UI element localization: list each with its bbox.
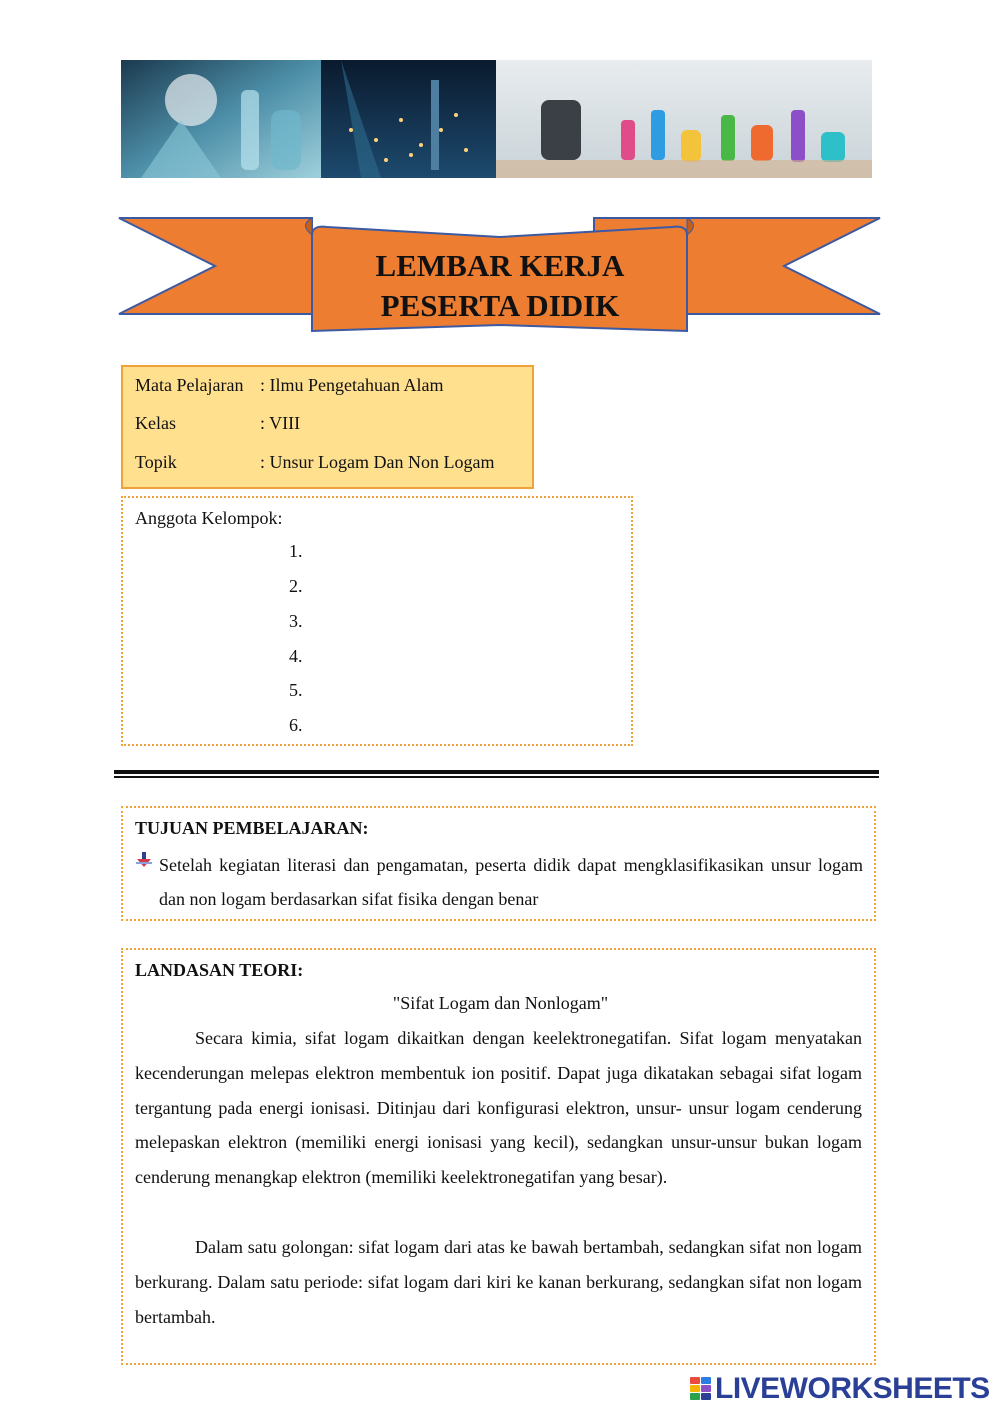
class-row (135, 413, 300, 434)
member-item: 1. (289, 541, 303, 561)
subject-label: Mata Pelajaran (135, 375, 244, 395)
theory-box (121, 948, 876, 1365)
member-item: 4. (289, 646, 303, 666)
member-item: 3. (289, 611, 303, 631)
member-item: 5. (289, 680, 303, 700)
subject-value: : Ilmu Pengetahuan Alam (260, 375, 444, 395)
objective-title: TUJUAN PEMBELAJARAN: (135, 818, 369, 838)
class-value: : VIII (260, 413, 301, 433)
topic-label: Topik (135, 452, 177, 472)
group-members-title: Anggota Kelompok: (135, 508, 283, 528)
class-label: Kelas (135, 413, 176, 433)
topic-value: : Unsur Logam Dan Non Logam (260, 452, 495, 472)
subject-info-box (121, 365, 534, 489)
section-divider (114, 776, 879, 778)
member-item: 2. (289, 576, 303, 596)
member-item: 6. (289, 715, 303, 735)
topic-row (135, 452, 494, 473)
liveworksheets-logo-text: LIVEWORKSHEETS (715, 1372, 990, 1405)
arrow-bullet-icon (136, 852, 152, 868)
theory-subtitle: "Sifat Logam dan Nonlogam" (392, 993, 609, 1013)
theory-paragraph-2: Dalam satu golongan: sifat logam dari atas ke bawah bertambah, sedangkan sifat non logam berkurang. Dalam satu periode: sifat logam dari kiri ke kanan berkurang, sedangkan sifat non logam bertambah. (135, 1237, 862, 1327)
group-members-box (121, 496, 633, 746)
title-line-1: LEMBAR KERJA (375, 248, 625, 283)
section-divider (114, 770, 879, 774)
theory-title: LANDASAN TEORI: (135, 960, 304, 980)
laboratory-banner-image (121, 60, 872, 178)
learning-objective-box (121, 806, 876, 921)
objective-text: Setelah kegiatan literasi dan pengamatan, peserta didik dapat mengklasifikasikan unsur logam dan non logam berdasarkan sifat fisika dengan benar (159, 855, 863, 909)
theory-paragraph-1: Secara kimia, sifat logam dikaitkan dengan keelektronegatifan. Sifat logam menyatakan kecenderungan melepas elektron membentuk ion positif. Dapat juga dikatakan sebagai sifat logam tergantung pada energi ionisasi. Ditinjau dari konfigurasi elektron, unsur- unsur logam cenderung melepaskan elektron (memiliki energi ionisasi yang kecil), sedangkan unsur-unsur bukan logam cenderung menangkap elektron (memiliki keelektronegatifan yang besar). (135, 1028, 862, 1188)
subject-row (135, 375, 443, 396)
liveworksheets-logo-icon (690, 1377, 712, 1401)
title-line-2: PESERTA DIDIK (380, 288, 620, 323)
page-title (310, 246, 690, 326)
